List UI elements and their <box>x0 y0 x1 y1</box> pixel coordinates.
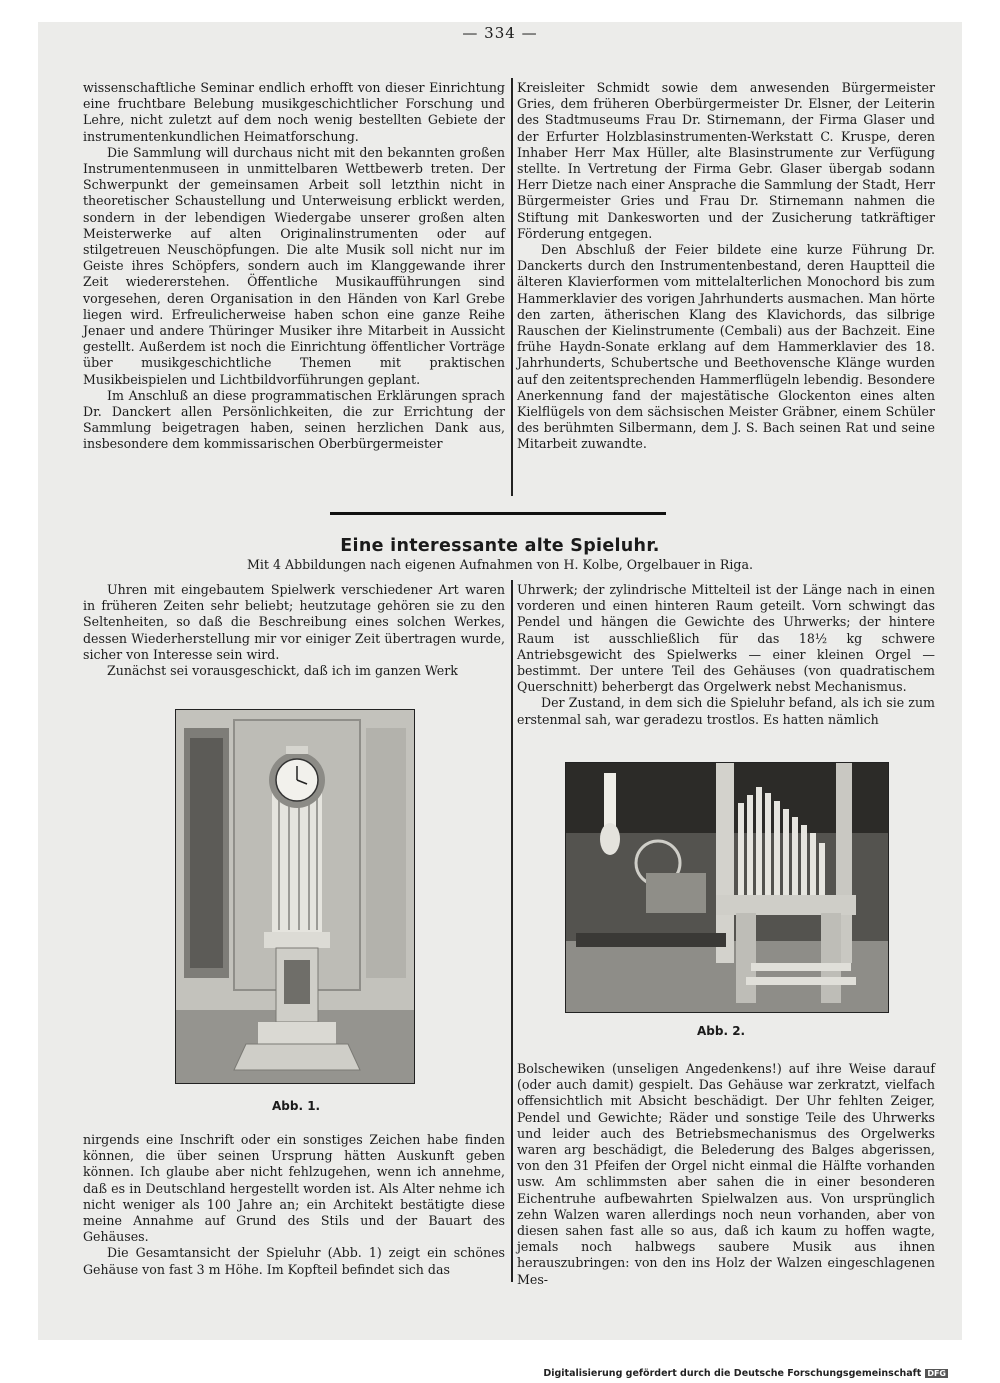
digitization-footer <box>543 1368 948 1379</box>
paragraph: Im Anschluß an diese programmatischen Erklärungen sprach Dr. Danckert allen Persönlichkeiten, die zur Errichtung der Sammlung beigetragen haben, seinen herzlichen Dank aus, insbesondere dem kommissarischen Oberbürgermeister <box>83 387 505 452</box>
top-right-column <box>517 80 935 453</box>
section-divider <box>330 512 666 515</box>
paragraph: Den Abschluß der Feier bildete eine kurze Führung Dr. Danckerts durch den Instrumentenbestand, deren Hauptteil die älteren Klavierformen vom mittelalterlichen Monochord bis zum Hammerklavier des vorigen Jahrhunderts ausmachen. Man hörte den zarten, ätherischen Klang des Klavichords, das silbrige Rauschen der Kielinstrumente (Cembali) aus der Bachzeit. Eine frühe Haydn-Sonate erklang auf dem Hammerklavier des 18. Jahrhunderts, Schubertsche und Beethovensche Klänge wurden auf den zeitentsprechenden Hammerflügeln lebendig. Besondere Anerkennung fand der majestätische Glockenton eines alten Kielflügels von dem sächsischen Meister Gräbner, einem Schüler des berühmten Silbermann, dem J. S. Bach seinen Rat und seine Mitarbeit zuwandte. <box>517 242 935 452</box>
figure-2-organ-mechanism-photo <box>565 762 889 1013</box>
top-left-column <box>83 80 505 453</box>
bottom-left-upper-column <box>83 582 505 679</box>
figure-1-music-clock-photo <box>175 709 415 1084</box>
paragraph: nirgends eine Inschrift oder ein sonstiges Zeichen habe finden können, die über seinen Ursprung hätten Auskunft geben können. Ich glaube aber nicht fehlzugehen, wenn ich annehme, daß es in Deutschland hergestellt worden ist. Als Alter nehme ich nicht weniger als 100 Jahre an; ein Architekt bestätigte diese meine Annahme auf Grund des Stils und der Bauart des Gehäuses. <box>83 1132 505 1245</box>
paragraph: Kreisleiter Schmidt sowie dem anwesenden Bürgermeister Gries, dem früheren Oberbürgermeister Dr. Elsner, der Leiterin des Stadtmuseums Frau Dr. Stirnemann, der Firma Glaser und der Erfurter Holzblasinstrumenten-Werkstatt C. Kruspe, deren Inhaber Herr Max Hüller, alte Blasinstrumente zur Verfügung stellte. In Vertretung der Firma Gebr. Glaser übergab sodann Herr Dietze nach einer Ansprache die Sammlung der Stadt, Herr Bürgermeister Gries und Frau Dr. Stirnemann nahmen die Stiftung mit Dankesworten und der Zusicherung tatkräftiger Förderung entgegen. <box>517 80 935 241</box>
dfg-logo: DFG <box>927 1369 946 1378</box>
paragraph: Zunächst sei vorausgeschickt, daß ich im ganzen Werk <box>107 663 458 679</box>
column-divider <box>511 580 513 1282</box>
page-number: — 334 — <box>462 24 538 42</box>
article-title: Eine interessante alte Spieluhr. <box>340 536 660 556</box>
bottom-left-lower-column <box>83 1132 505 1278</box>
paragraph: Bolschewiken (unseligen Angedenkens!) auf ihre Weise darauf (oder auch damit) gespielt. Das Gehäuse war zerkratzt, vielfach offensichtlich mit Absicht beschädigt. Der Uhr fehlten Zeiger, Pendel und Gewichte; Räder und sonstige Teile des Uhrwerks und leider auch des Betriebsmechanismus des Orgelwerks waren arg beschädigt, die Belederung des Balges abgerissen, von den 31 Pfeifen der Orgel nicht einmal die Hälfte vorhanden usw. Am schlimmsten aber sahen die in einer besonderen Eichentruhe aufbewahrten Spielwalzen aus. Von ursprünglich zehn Walzen waren allerdings noch neun vorhanden, aber von diesen sahen fast alle so aus, daß ich kaum zu hoffen wagte, jemals noch halbwegs saubere Musik aus ihnen herauszubringen: von den ins Holz der Walzen eingeschlagenen Mes- <box>517 1061 935 1287</box>
column-divider <box>511 78 513 496</box>
figure-1-caption: Abb. 1. <box>272 1099 321 1113</box>
article-subtitle: Mit 4 Abbildungen nach eigenen Aufnahmen von H. Kolbe, Orgelbauer in Riga. <box>246 557 754 572</box>
paragraph: Uhrwerk; der zylindrische Mittelteil ist der Länge nach in einen vorderen und einen hinteren Raum geteilt. Vorn schwingt das Pendel und hängen die Gewichte des Uhrwerks; der hintere Raum ist ausschließlich für das 18½ kg schwere Antriebsgewicht des Spielwerks — einer kleinen Orgel — bestimmt. Der untere Teil des Gehäuses (von quadratischem Querschnitt) beherbergt das Orgelwerk nebst Mechanismus. <box>517 582 935 695</box>
paragraph: Uhren mit eingebautem Spielwerk verschiedener Art waren in früheren Zeiten sehr beliebt; heutzutage gehören sie zu den Seltenheiten, so daß die Beschreibung eines solchen Werkes, dessen Wiederherstellung mir vor einiger Zeit übertragen wurde, sicher von Interesse sein wird. <box>83 582 505 662</box>
footer-text: Digitalisierung gefördert durch die Deutsche Forschungsgemeinschaft <box>543 1368 922 1379</box>
bottom-right-lower-column <box>517 1061 935 1288</box>
paragraph: Die Gesamtansicht der Spieluhr (Abb. 1) zeigt ein schönes Gehäuse von fast 3 m Höhe. Im Kopfteil befindet sich das <box>83 1245 505 1277</box>
figure-2-caption: Abb. 2. <box>697 1024 746 1038</box>
bottom-right-upper-column <box>517 582 935 728</box>
paragraph: wissenschaftliche Seminar endlich erhofft von dieser Einrichtung eine fruchtbare Belebung musikgeschichtlicher Forschung und Lehre, nicht zuletzt auf dem noch wenig bestellten Gebiete der instrumentenkundlichen Heimatforschung. <box>83 80 505 144</box>
paragraph: Die Sammlung will durchaus nicht mit den bekannten großen Instrumentenmuseen in unmittelbaren Wettbewerb treten. Der Schwerpunkt der gemeinsamen Arbeit soll letzthin nicht in theoretischer Schaustellung und Unterweisung erblickt werden, sondern in der lebendigen Wiedergabe unserer großen alten Meisterwerke auf alten Originalinstrumenten oder auf stilgetreuen Neuschöpfungen. Die alte Musik soll nicht nur im Geiste ihres Schöpfers, sondern auch im Klanggewande ihrer Zeit wiedererstehen. Öffentliche Musikaufführungen sind vorgesehen, deren Organisation in den Händen von Karl Grebe liegen wird. Erfreulicherweise haben schon eine ganze Reihe Jenaer und andere Thüringer Musiker ihre Mitarbeit in Aussicht gestellt. Außerdem ist noch die Einrichtung öffentlicher Vorträge über musikgeschichtliche Themen mit praktischen Musikbeispielen und Lichtbildvorführungen geplant. <box>83 144 505 387</box>
paragraph: Der Zustand, in dem sich die Spieluhr befand, als ich sie zum erstenmal sah, war geradezu trostlos. Es hatten nämlich <box>517 695 935 727</box>
